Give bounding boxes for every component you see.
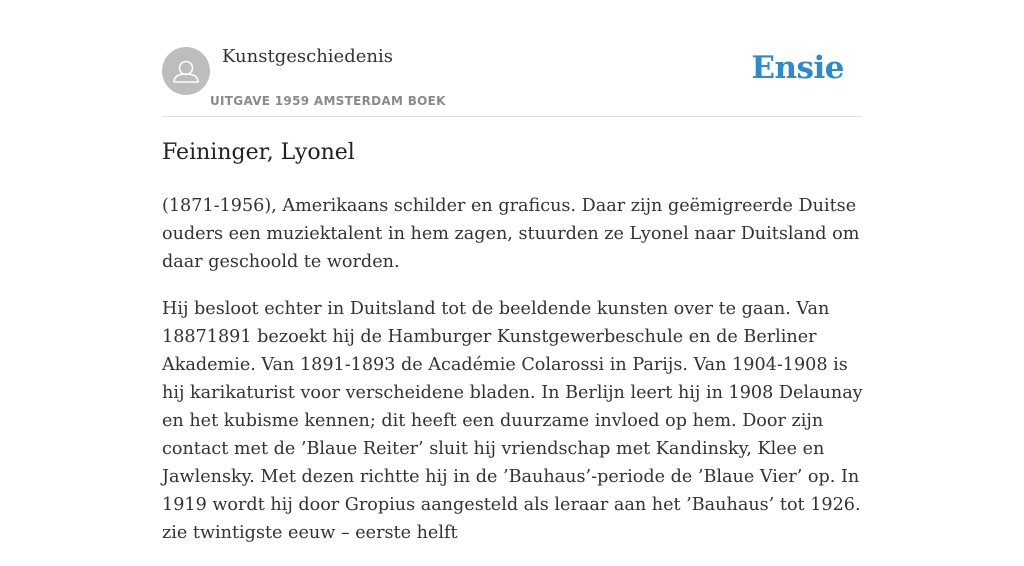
article-paragraph: (1871-1956), Amerikaans schilder en graficus. Daar zijn geëmigreerde Duitse ouders een muziektalent in hem zagen, stuurden ze Lyonel naar Duitsland om daar geschoold te worden. — [162, 196, 860, 272]
article-paragraph: Hij besloot echter in Duitsland tot de beeldende kunsten over te gaan. Van 18871891 bezoekt hij de Hamburger Kunstgewerbeschule en de Berliner Akademie. Van 1891-1893 de Académie Colarossi in Parijs. Van 1904-1908 is hij karikaturist voor verscheidene bladen. In Berlijn leert hij in 1908 Delaunay en het kubisme kennen; dit heeft een duurzame invloed op hem. Door zijn contact met de ’Blaue Reiter’ sluit hij vriendschap met Kandinsky, Klee en Jawlensky. Met dezen richtte hij in de ’Bauhaus’-periode de ’Blaue Vier’ op. In 1919 wordt hij door Gropius aangesteld als leraar aan het ’Bauhaus’ tot 1926. zie twintigste eeuw – eerste helft — [162, 299, 863, 543]
site-logo[interactable]: Ensie — [751, 50, 844, 86]
article-body — [162, 192, 867, 566]
source-label[interactable]: UITGAVE 1959 AMSTERDAM BOEK — [210, 94, 446, 108]
article-header — [162, 0, 862, 117]
page-title: Feininger, Lyonel — [162, 140, 355, 165]
category-link[interactable]: Kunstgeschiedenis — [222, 46, 393, 67]
user-icon — [162, 47, 210, 95]
avatar[interactable] — [162, 47, 210, 95]
page-container — [162, 0, 863, 543]
